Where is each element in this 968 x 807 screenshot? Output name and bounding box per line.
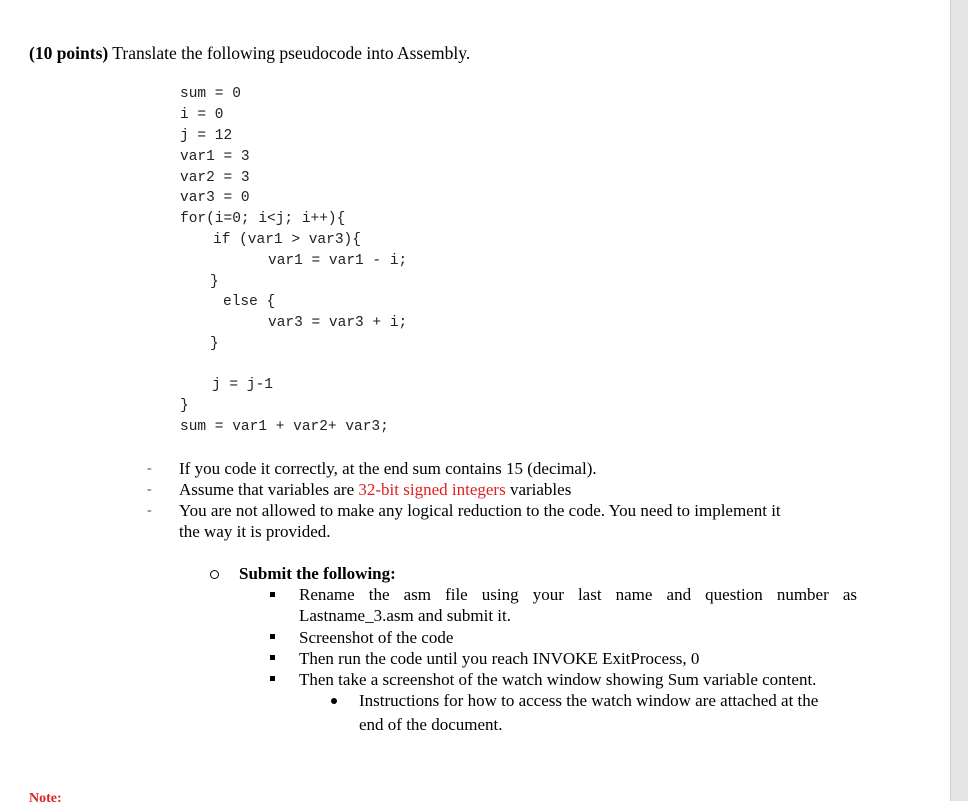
code-line: j = j-1 — [212, 377, 273, 393]
dash-bullet-icon: - — [147, 482, 152, 497]
code-line: sum = var1 + var2+ var3; — [180, 419, 389, 435]
code-line: var1 = 3 — [180, 149, 250, 165]
square-bullet-icon — [270, 634, 275, 639]
square-bullet-icon — [270, 655, 275, 660]
submit-item-run: Then run the code until you reach INVOKE ExitProcess, 0 — [299, 649, 700, 668]
dot-bullet-icon — [331, 698, 337, 704]
submit-item-screenshot: Screenshot of the code — [299, 628, 454, 647]
code-line: } — [210, 336, 219, 352]
note-label: Note: — [29, 791, 62, 806]
square-bullet-icon — [270, 676, 275, 681]
code-line: i = 0 — [180, 107, 224, 123]
dash-bullet-icon: - — [147, 503, 152, 518]
code-line: j = 12 — [180, 128, 233, 144]
code-line: var3 = var3 + i; — [268, 315, 408, 331]
bullet-text: variables — [505, 480, 572, 499]
submit-item-watch: Then take a screenshot of the watch window showing Sum variable content. — [299, 670, 817, 689]
instructions-line1: Instructions for how to access the watch window are attached at the — [359, 691, 819, 710]
circle-bullet-icon — [210, 570, 219, 579]
code-line: var2 = 3 — [180, 170, 250, 186]
bullet-no-reduction-line2: the way it is provided. — [179, 522, 331, 541]
code-line: var3 = 0 — [180, 190, 250, 206]
submit-item-rename-cont: Lastname_3.asm and submit it. — [299, 606, 511, 625]
code-line: else { — [223, 294, 276, 310]
dash-bullet-icon: - — [147, 461, 152, 476]
vertical-scrollbar[interactable] — [950, 0, 968, 801]
submit-item-rename: Rename the asm file using your last name and question number as — [299, 585, 857, 604]
heading-text: Translate the following pseudocode into Assembly. — [108, 43, 471, 63]
code-line: sum = 0 — [180, 86, 241, 102]
bullet-text: Assume that variables are — [179, 480, 359, 499]
code-line: } — [180, 398, 189, 414]
code-line: if (var1 > var3){ — [213, 232, 361, 248]
bullet-sum-result: If you code it correctly, at the end sum contains 15 (decimal). — [179, 459, 597, 478]
question-heading — [29, 43, 470, 64]
highlight-text: 32-bit signed integers — [358, 480, 506, 499]
code-line: } — [210, 274, 219, 290]
bullet-variables-type — [179, 479, 571, 500]
code-line: for(i=0; i<j; i++){ — [180, 211, 346, 227]
submit-title: Submit the following: — [239, 564, 396, 583]
bullet-no-reduction-line1: You are not allowed to make any logical reduction to the code. You need to implement it — [179, 501, 781, 520]
square-bullet-icon — [270, 592, 275, 597]
points-label: (10 points) — [29, 43, 109, 63]
instructions-line2: end of the document. — [359, 715, 503, 734]
code-line: var1 = var1 - i; — [268, 253, 408, 269]
